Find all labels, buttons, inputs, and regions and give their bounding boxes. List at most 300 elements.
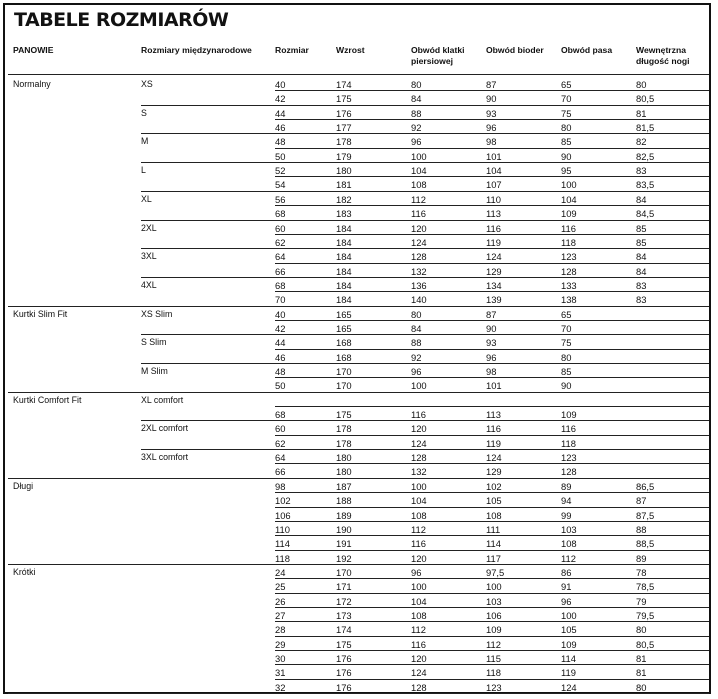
group-label: Długi [13,480,34,491]
table-cell: 101 [486,380,502,392]
row-divider [275,578,709,579]
row-divider [275,119,709,120]
row-divider [275,650,709,651]
table-cell: 181 [336,179,352,191]
table-cell: 64 [275,251,286,263]
header-divider [8,74,709,75]
table-cell: 119 [561,667,576,679]
size-label: S [141,107,147,118]
size-divider [141,334,709,335]
table-cell: 132 [411,265,427,277]
table-cell: 176 [336,107,352,119]
table-cell: 104 [486,165,502,177]
table-cell: 184 [336,222,352,234]
table-cell: 189 [336,509,352,521]
table-cell: 118 [486,667,501,679]
table-cell: 116 [411,208,426,220]
table-cell: 56 [275,193,286,205]
table-cell: 87 [486,79,497,90]
size-divider [141,191,709,192]
table-cell: 68 [275,409,286,421]
group-label: Kurtki Slim Fit [13,308,68,319]
table-cell: 62 [275,437,286,449]
row-divider [275,435,709,436]
column-header: Rozmiar [275,45,309,55]
table-cell: 84 [411,93,422,105]
table-cell: 78,5 [636,581,655,593]
size-label: S Slim [141,337,167,348]
table-cell: 46 [275,351,286,363]
size-divider [141,248,709,249]
row-divider [275,463,709,464]
table-cell: 171 [336,581,352,593]
size-divider [141,420,709,421]
table-cell: 84 [636,251,647,263]
table-cell: 87,5 [636,509,655,521]
table-cell: 112 [561,552,576,564]
table-cell: 85 [561,366,572,377]
table-cell: 96 [411,566,422,578]
table-cell: 80 [561,122,572,134]
column-header: Wzrost [336,45,365,55]
table-cell: 42 [275,322,286,334]
table-cell: 83 [636,294,647,306]
table-cell: 115 [486,653,501,664]
table-cell: 44 [275,107,286,119]
table-cell: 112 [411,193,426,205]
table-cell: 105 [561,624,577,636]
size-divider [141,133,709,134]
table-cell: 100 [561,179,577,191]
table-cell: 24 [275,566,286,578]
table-cell: 44 [275,337,286,349]
table-cell: 66 [275,466,286,478]
table-cell: 124 [411,667,427,679]
size-label: L [141,165,146,176]
table-cell: 100 [411,480,427,492]
table-cell: 182 [336,193,352,205]
table-cell: 176 [336,653,352,664]
size-table [5,5,709,692]
table-cell: 100 [411,150,427,162]
table-cell: 140 [411,294,427,306]
table-cell: 113 [486,208,501,220]
table-cell: 170 [336,566,352,578]
table-cell: 172 [336,595,352,607]
table-cell: 50 [275,150,286,162]
table-cell: 114 [561,653,576,664]
table-cell: 60 [275,222,286,234]
table-cell: 176 [336,681,352,693]
size-divider [141,277,709,278]
table-cell: 128 [411,251,427,263]
size-label: XL [141,193,152,204]
table-cell: 102 [486,480,502,492]
table-cell: 68 [275,208,286,220]
table-cell: 83 [636,165,647,177]
table-cell: 110 [486,193,501,205]
table-cell: 96 [486,122,497,134]
table-cell: 116 [486,222,501,234]
table-cell: 114 [486,538,501,550]
table-cell: 40 [275,79,286,90]
table-cell: 128 [411,681,427,693]
row-divider [275,550,709,551]
table-cell: 103 [561,523,577,535]
table-cell: 118 [561,437,576,449]
table-cell: 81,5 [636,122,655,134]
table-cell: 68 [275,279,286,291]
table-cell: 89 [636,552,647,564]
table-cell: 29 [275,638,286,650]
table-cell: 128 [561,466,577,478]
table-cell: 75 [561,107,572,119]
table-cell: 84 [636,265,647,277]
group-divider [8,564,709,565]
row-divider [275,492,709,493]
table-cell: 170 [336,366,352,377]
table-cell: 176 [336,667,352,679]
table-cell: 85 [561,136,572,148]
table-cell: 83,5 [636,179,655,191]
table-cell: 88 [411,107,422,119]
table-cell: 90 [561,380,572,392]
size-divider [141,162,709,163]
table-cell: 112 [486,638,501,650]
group-divider [8,392,709,393]
table-cell: 120 [411,222,427,234]
table-cell: 138 [561,294,577,306]
table-cell: 66 [275,265,286,277]
group-label: Krótki [13,566,36,577]
table-cell: 104 [411,595,427,607]
table-cell: 118 [561,236,576,248]
table-cell: 93 [486,337,497,349]
group-divider [8,693,709,694]
table-cell: 48 [275,136,286,148]
table-cell: 129 [486,265,502,277]
table-cell: 120 [411,552,427,564]
row-divider [275,507,709,508]
table-cell: 65 [561,79,572,90]
table-cell: 82 [636,136,647,148]
table-cell: 87 [486,308,497,320]
table-cell: 174 [336,624,352,636]
table-cell: 180 [336,466,352,478]
table-cell: 88 [636,523,647,535]
size-label: M Slim [141,366,168,376]
size-table-frame [3,3,711,694]
table-cell: 184 [336,251,352,263]
table-cell: 124 [411,236,427,248]
table-cell: 105 [486,495,502,507]
column-header: Obwód klatki piersiowej [411,45,465,66]
table-cell: 175 [336,638,352,650]
table-cell: 96 [411,136,422,148]
table-cell: 100 [561,609,577,621]
table-cell: 96 [411,366,422,377]
table-cell: 192 [336,552,352,564]
table-cell: 129 [486,466,502,478]
table-cell: 42 [275,93,286,105]
table-cell: 132 [411,466,427,478]
table-cell: 177 [336,122,352,134]
table-cell: 106 [486,609,502,621]
table-cell: 88 [411,337,422,349]
row-divider [275,679,709,680]
table-cell: 101 [486,150,502,162]
group-label: Kurtki Comfort Fit [13,394,82,405]
row-divider [275,205,709,206]
table-cell: 173 [336,609,352,621]
size-divider [141,105,709,106]
page-title: TABELE ROZMIARÓW [14,9,229,31]
column-header: Wewnętrzna długość nogi [636,45,690,66]
table-cell: 80,5 [636,93,655,105]
size-label: 3XL [141,251,157,262]
row-divider [275,535,709,536]
size-divider [141,363,709,364]
table-cell: 104 [411,165,427,177]
table-cell: 124 [486,452,502,464]
table-cell: 112 [411,523,426,535]
size-divider [141,220,709,221]
table-cell: 108 [561,538,577,550]
table-cell: 92 [411,122,422,134]
size-divider [141,449,709,450]
row-divider [275,176,709,177]
table-cell: 28 [275,624,286,636]
table-cell: 84 [411,322,422,334]
table-cell: 85 [636,236,647,248]
table-cell: 183 [336,208,352,220]
table-cell: 98 [486,136,497,148]
table-cell: 27 [275,609,286,621]
table-cell: 96 [486,351,497,363]
table-cell: 88,5 [636,538,655,550]
table-cell: 98 [486,366,497,377]
table-cell: 117 [486,552,501,564]
size-label: 2XL [141,222,157,233]
row-divider [275,148,709,149]
table-cell: 60 [275,423,286,435]
table-cell: 80 [561,351,572,363]
table-cell: 168 [336,351,352,363]
table-cell: 102 [275,495,291,507]
column-header: PANOWIE [13,45,54,55]
table-cell: 118 [275,552,290,564]
row-divider [275,607,709,608]
table-cell: 40 [275,308,286,320]
table-cell: 81 [636,667,647,679]
table-cell: 79 [636,595,647,607]
table-cell: 80 [411,308,422,320]
table-cell: 108 [486,509,502,521]
table-cell: 116 [486,423,501,435]
column-header: Obwód bioder [486,45,544,55]
table-cell: 178 [336,423,352,435]
table-cell: 133 [561,279,577,291]
table-cell: 174 [336,79,352,90]
table-cell: 106 [275,509,291,521]
table-cell: 134 [486,279,502,291]
table-cell: 178 [336,136,352,148]
table-cell: 80,5 [636,638,655,650]
table-cell: 139 [486,294,502,306]
table-cell: 86 [561,566,572,578]
column-header: Obwód pasa [561,45,613,55]
table-cell: 87 [636,495,647,507]
table-cell: 86,5 [636,480,655,492]
table-cell: 99 [561,509,572,521]
table-cell: 65 [561,308,572,320]
table-cell: 120 [411,423,427,435]
table-cell: 109 [561,638,577,650]
table-cell: 81 [636,653,647,664]
table-cell: 109 [486,624,502,636]
row-divider [275,234,709,235]
column-header: Rozmiary międzynarodowe [141,45,252,55]
table-cell: 25 [275,581,286,593]
table-cell: 128 [561,265,577,277]
table-cell: 119 [486,236,501,248]
table-cell: 119 [486,437,501,449]
table-cell: 128 [411,452,427,464]
table-cell: 84 [636,193,647,205]
table-cell: 165 [336,308,352,320]
table-cell: 83 [636,279,647,291]
row-divider [275,521,709,522]
row-divider [275,593,709,594]
table-cell: 109 [561,208,577,220]
table-cell: 96 [561,595,572,607]
table-cell: 103 [486,595,502,607]
table-cell: 116 [561,423,576,435]
row-divider [275,320,709,321]
table-cell: 70 [275,294,286,306]
table-cell: 90 [486,93,497,105]
size-label: M [141,136,149,147]
table-cell: 75 [561,337,572,349]
table-cell: 168 [336,337,352,349]
table-cell: 90 [561,150,572,162]
table-cell: 190 [336,523,352,535]
table-cell: 188 [336,495,352,507]
size-label: 4XL [141,279,157,290]
table-cell: 82,5 [636,150,655,162]
table-cell: 123 [561,452,577,464]
table-cell: 98 [275,480,286,492]
table-cell: 112 [411,624,426,636]
row-divider [275,377,709,378]
table-cell: 175 [336,93,352,105]
table-cell: 184 [336,294,352,306]
table-cell: 92 [411,351,422,363]
table-cell: 123 [486,681,502,693]
size-label: 3XL comfort [141,452,189,463]
table-cell: 46 [275,122,286,134]
table-cell: 80 [636,681,647,693]
table-cell: 114 [275,538,290,550]
table-cell: 113 [486,409,501,421]
row-divider [275,621,709,622]
table-cell: 32 [275,681,286,693]
size-label: 2XL comfort [141,423,189,434]
table-cell: 79,5 [636,609,655,621]
row-divider [275,263,709,264]
table-cell: 136 [411,279,427,291]
size-label: XL comfort [141,394,184,405]
table-cell: 109 [561,409,577,421]
size-label: XS Slim [141,308,173,319]
table-cell: 100 [411,380,427,392]
table-cell: 64 [275,452,286,464]
table-cell: 95 [561,165,572,177]
table-cell: 180 [336,452,352,464]
table-cell: 120 [411,653,427,664]
table-cell: 93 [486,107,497,119]
table-cell: 184 [336,279,352,291]
table-cell: 104 [411,495,427,507]
table-cell: 124 [411,437,427,449]
group-divider [8,478,709,479]
size-label: XS [141,79,153,89]
table-cell: 30 [275,653,286,664]
table-cell: 124 [561,681,577,693]
table-cell: 80 [411,79,422,90]
table-cell: 54 [275,179,286,191]
table-cell: 165 [336,322,352,334]
table-cell: 179 [336,150,352,162]
table-cell: 178 [336,437,352,449]
table-cell: 123 [561,251,577,263]
table-cell: 26 [275,595,286,607]
table-cell: 94 [561,495,572,507]
row-divider [275,90,709,91]
row-divider [275,636,709,637]
table-cell: 116 [411,538,426,550]
table-cell: 107 [486,179,502,191]
table-cell: 116 [411,638,426,650]
table-cell: 108 [411,179,427,191]
row-divider [275,291,709,292]
table-cell: 31 [275,667,286,679]
table-cell: 52 [275,165,286,177]
table-cell: 191 [336,538,352,550]
row-divider [275,406,709,407]
group-label: Normalny [13,79,51,89]
table-cell: 184 [336,265,352,277]
table-cell: 100 [411,581,427,593]
table-cell: 70 [561,322,572,334]
table-cell: 170 [336,380,352,392]
table-cell: 116 [561,222,576,234]
table-cell: 100 [486,581,502,593]
table-cell: 180 [336,165,352,177]
table-cell: 124 [486,251,502,263]
table-cell: 48 [275,366,286,377]
table-cell: 104 [561,193,577,205]
table-cell: 90 [486,322,497,334]
table-cell: 84,5 [636,208,655,220]
table-cell: 116 [411,409,426,421]
table-cell: 187 [336,480,352,492]
table-cell: 62 [275,236,286,248]
table-cell: 111 [486,523,501,535]
table-cell: 184 [336,236,352,248]
table-cell: 50 [275,380,286,392]
table-cell: 108 [411,509,427,521]
